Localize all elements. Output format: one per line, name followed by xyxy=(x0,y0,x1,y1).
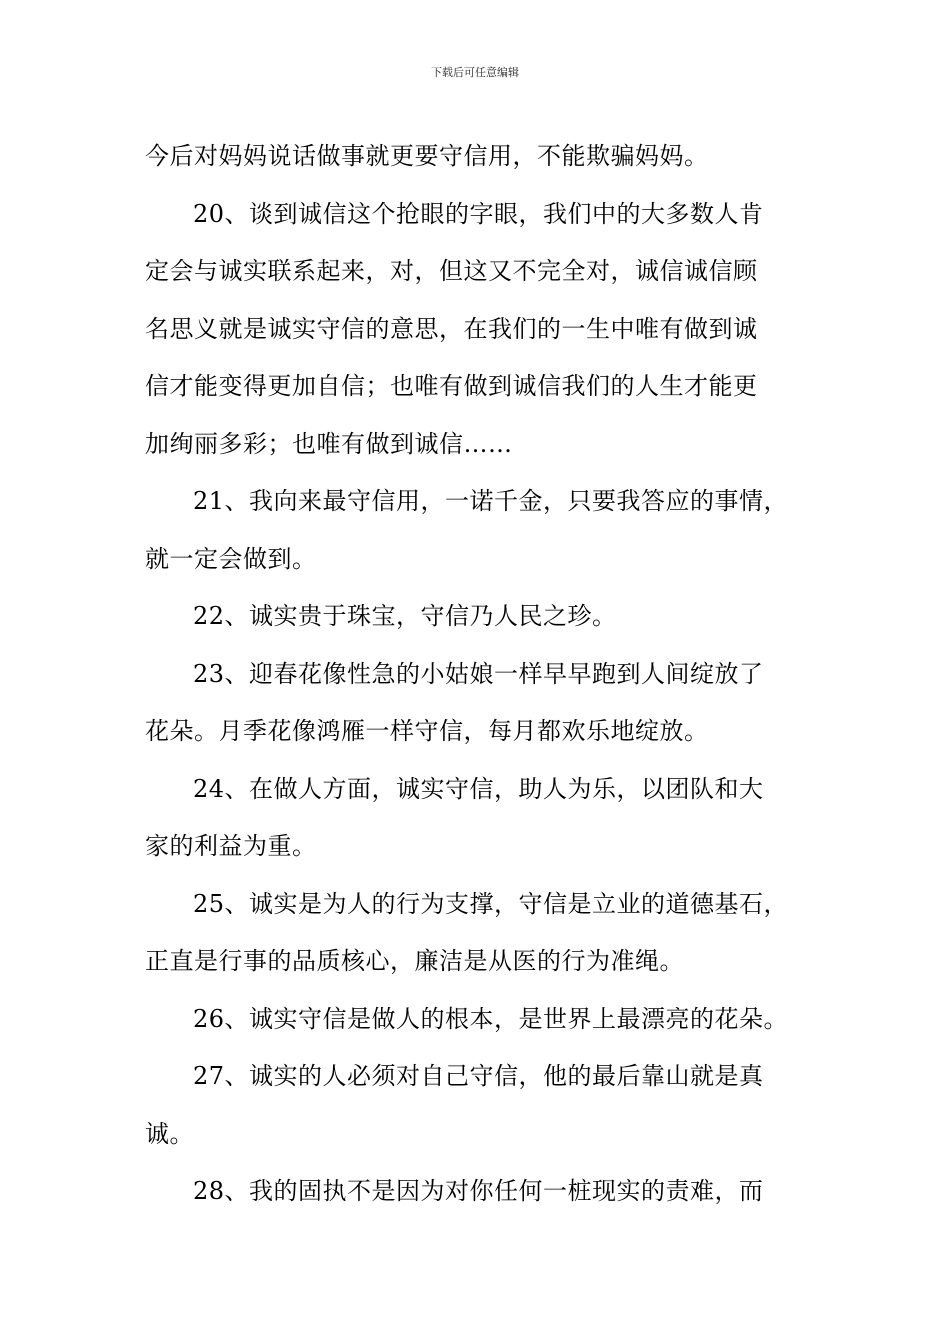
text-line: 今后对妈妈说话做事就更要守信用，不能欺骗妈妈。 xyxy=(145,142,709,170)
text-line: 诚。 xyxy=(145,1119,194,1148)
text-line: 名思义就是诚实守信的意思，在我们的一生中唯有做到诚 xyxy=(145,314,758,343)
paragraph-first-line: 24、在做人方面，诚实守信，助人为乐，以团队和大 xyxy=(193,774,764,803)
document-body xyxy=(145,128,835,1221)
text-line: 信才能变得更加自信；也唯有做到诚信我们的人生才能更 xyxy=(145,372,758,400)
text-line: 正直是行事的品质核心，廉洁是从医的行为准绳。 xyxy=(145,947,684,975)
text-line: 加绚丽多彩；也唯有做到诚信…… xyxy=(145,429,513,458)
paragraph-first-line: 23、迎春花像性急的小姑娘一样早早跑到人间绽放了 xyxy=(193,659,764,688)
paragraph-first-line: 27、诚实的人必须对自己守信，他的最后靠山就是真 xyxy=(193,1062,764,1090)
paragraph-first-line: 21、我向来最守信用，一诺千金，只要我答应的事情， xyxy=(193,487,789,515)
paragraph-first-line: 22、诚实贵于珠宝，守信乃人民之珍。 xyxy=(193,602,617,630)
text-line: 家的利益为重。 xyxy=(145,832,317,860)
paragraph-first-line: 28、我的固执不是因为对你任何一桩现实的责难，而 xyxy=(193,1177,764,1205)
page-header: 下载后可任意编辑 xyxy=(431,66,519,79)
paragraph-first-line: 25、诚实是为人的行为支撑，守信是立业的道德基石， xyxy=(193,889,789,918)
text-line: 就一定会做到。 xyxy=(145,544,317,573)
paragraph-first-line: 20、谈到诚信这个抢眼的字眼，我们中的大多数人肯 xyxy=(193,199,764,228)
text-line: 花朵。月季花像鸿雁一样守信，每月都欢乐地绽放。 xyxy=(145,717,709,745)
text-line: 定会与诚实联系起来，对，但这又不完全对，诚信诚信顾 xyxy=(145,257,758,285)
paragraph-first-line: 26、诚实守信是做人的根本，是世界上最漂亮的花朵。 xyxy=(193,1004,789,1033)
